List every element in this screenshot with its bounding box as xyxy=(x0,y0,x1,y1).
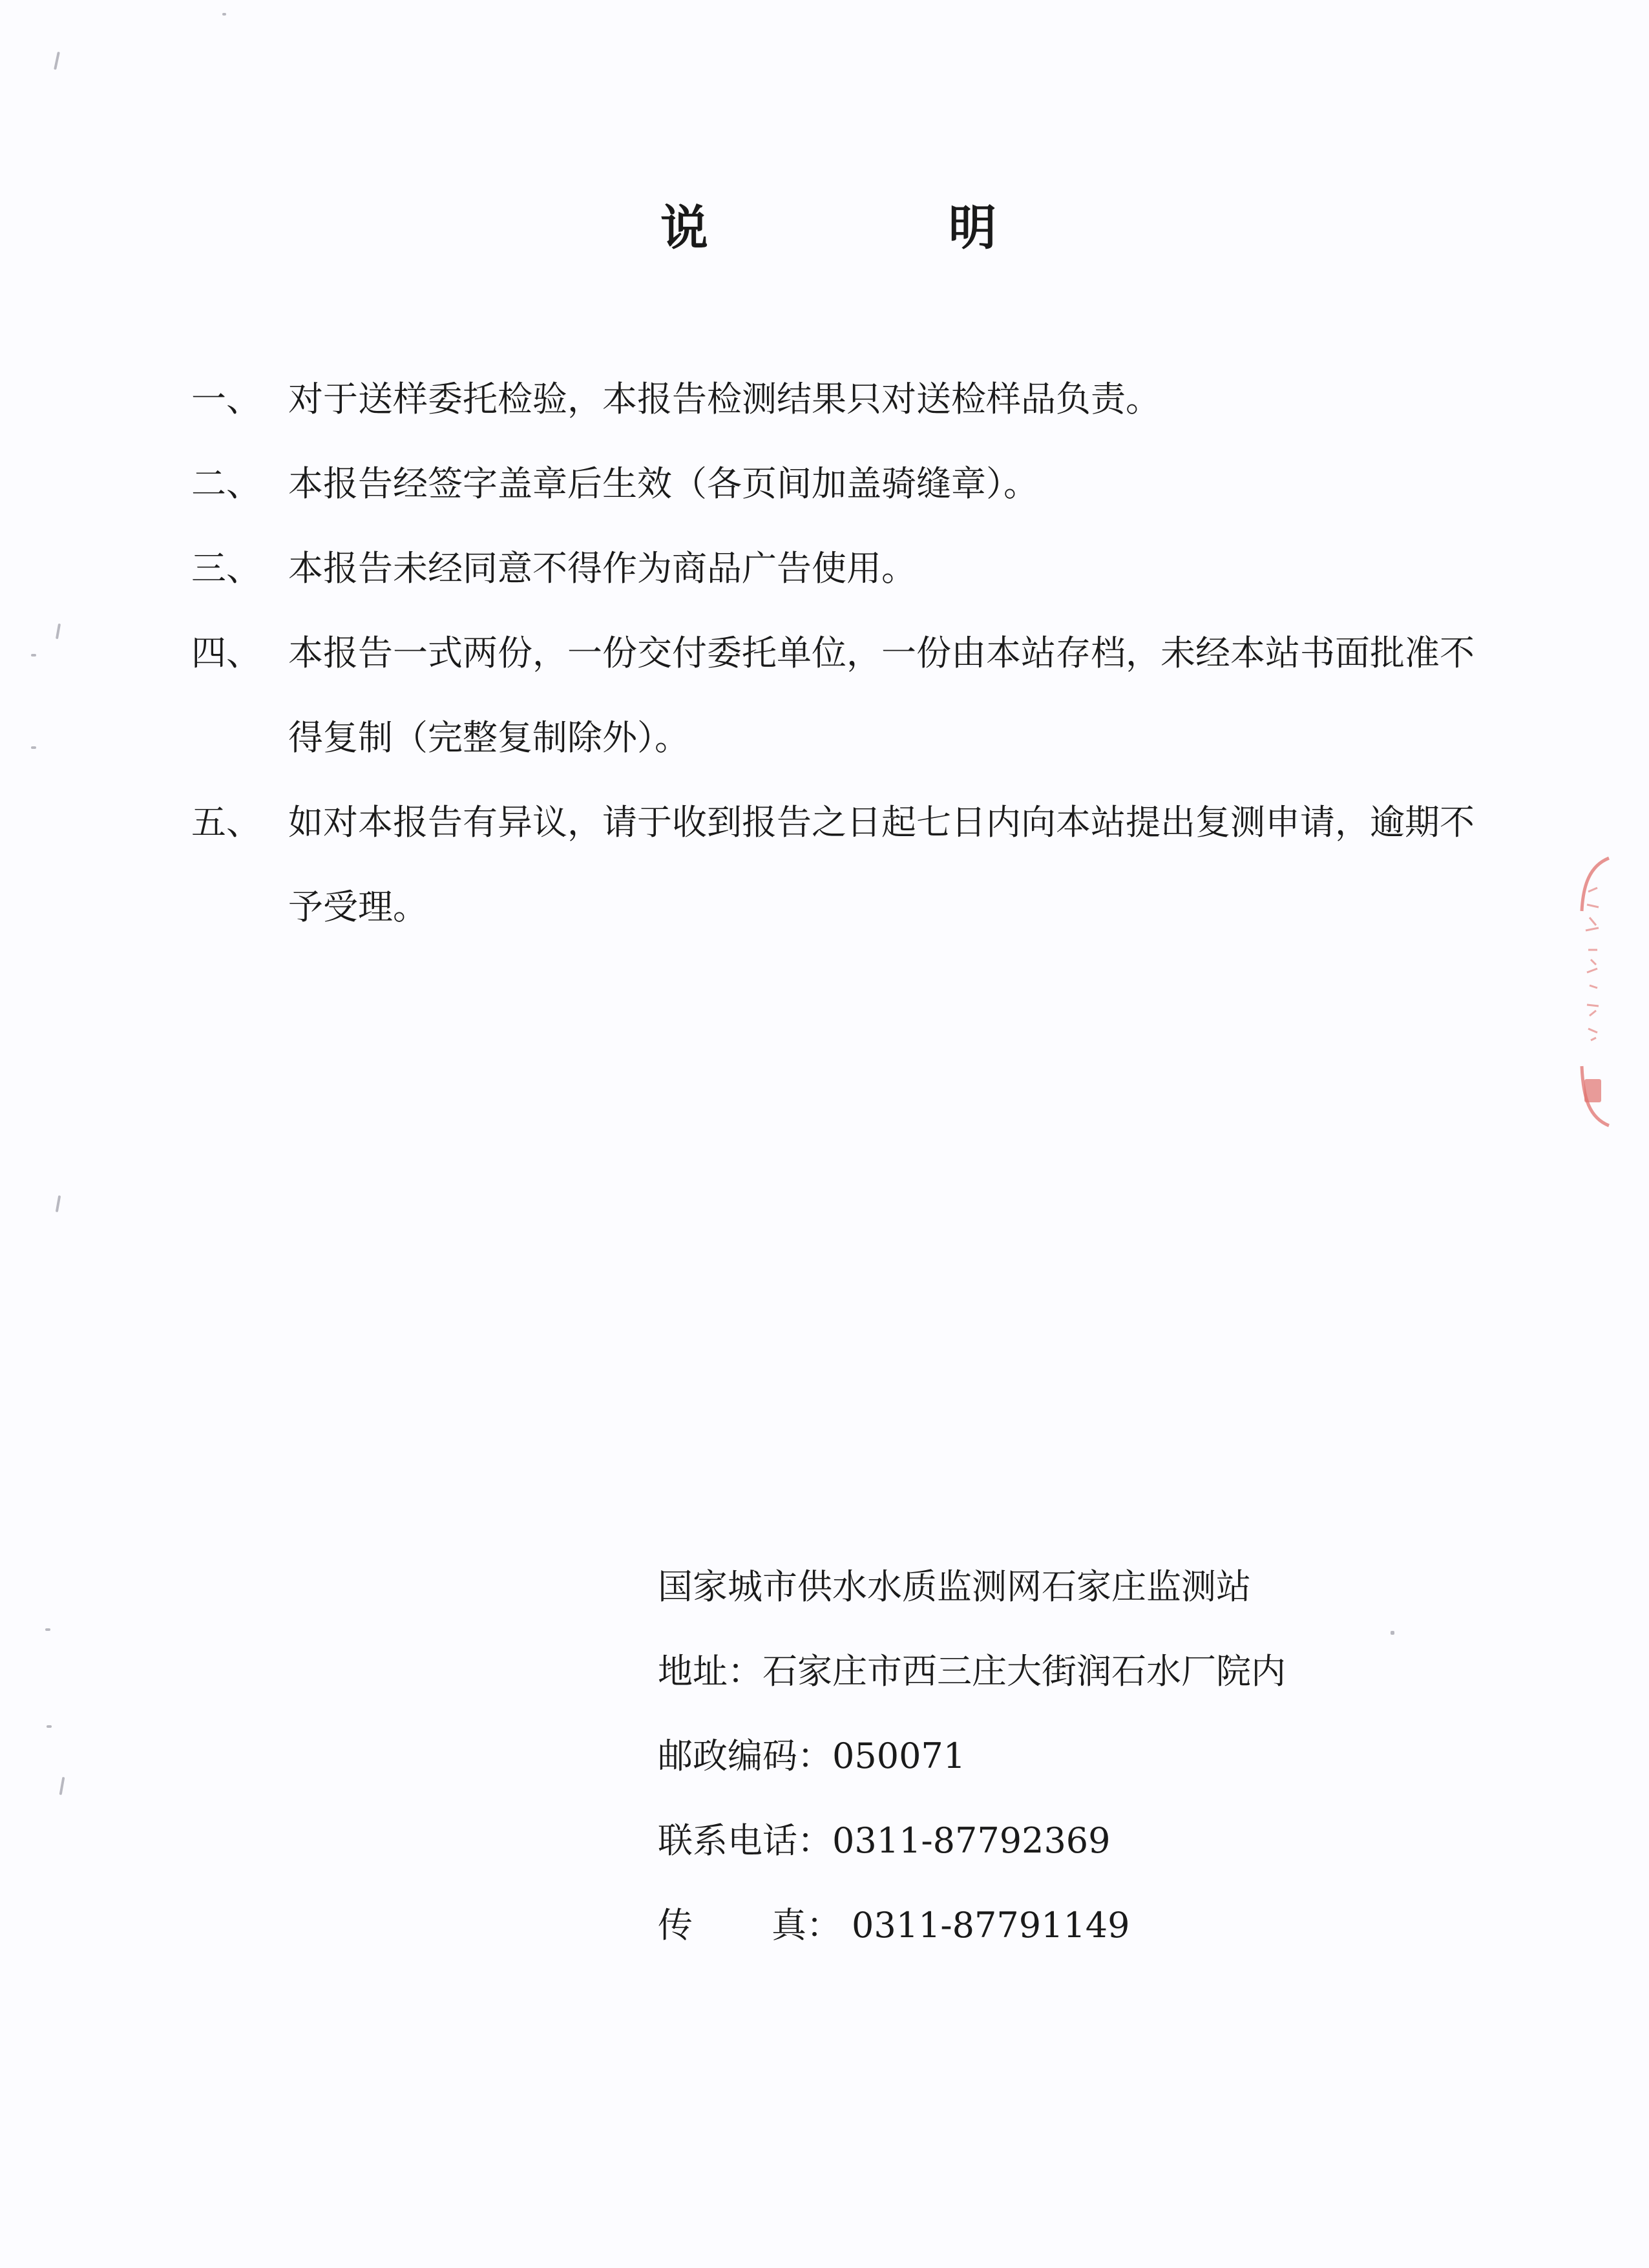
notice-list xyxy=(191,357,1484,949)
item-number: 三、 xyxy=(191,548,261,589)
scan-speck xyxy=(56,624,61,639)
phone-line: 联系电话：0311-87792369 xyxy=(658,1820,1111,1861)
item-number: 五、 xyxy=(191,802,261,843)
list-item xyxy=(191,780,1484,949)
item-text: 本报告未经同意不得作为商品广告使用。 xyxy=(288,548,916,589)
item-text: 对于送样委托检验，本报告检测结果只对送检样品负责。 xyxy=(288,379,1161,419)
item-number: 一、 xyxy=(191,379,261,419)
title-char-2: 明 xyxy=(949,200,996,256)
fax-label-char: 真： xyxy=(772,1905,841,1946)
list-item xyxy=(191,441,1484,526)
item-text: 如对本报告有异议，请于收到报告之日起七日内向本站提出复测申请，逾期不予受理。 xyxy=(288,802,1475,927)
fax-label-char: 传 xyxy=(658,1905,693,1946)
fax-number: 0311-87791149 xyxy=(852,1905,1130,1946)
seal-stamp-icon xyxy=(1564,846,1615,1137)
scan-speck xyxy=(59,1777,65,1795)
page-title xyxy=(660,189,996,260)
scan-speck xyxy=(54,52,60,70)
title-char-1: 说 xyxy=(660,200,708,256)
scan-speck xyxy=(56,1195,61,1212)
scan-speck xyxy=(31,746,36,749)
list-item xyxy=(191,526,1484,611)
item-number: 四、 xyxy=(191,633,261,673)
item-number: 二、 xyxy=(191,463,261,504)
organization-name: 国家城市供水水质监测网石家庄监测站 xyxy=(658,1566,1251,1607)
contact-block xyxy=(658,1544,1433,1968)
fax-line xyxy=(658,1883,1433,1968)
item-text: 本报告经签字盖章后生效（各页间加盖骑缝章）。 xyxy=(288,463,1038,504)
scan-speck xyxy=(45,1628,50,1631)
postcode-line: 邮政编码：050071 xyxy=(658,1736,966,1776)
scan-speck xyxy=(1391,1631,1394,1635)
scan-speck xyxy=(31,654,36,656)
address-line: 地址：石家庄市西三庄大街润石水厂院内 xyxy=(658,1651,1286,1692)
list-item xyxy=(191,357,1484,441)
item-text: 本报告一式两份，一份交付委托单位，一份由本站存档，未经本站书面批准不得复制（完整复制除外）。 xyxy=(288,633,1475,758)
fax-label xyxy=(658,1883,852,1968)
scan-speck xyxy=(222,13,226,16)
scan-speck xyxy=(47,1725,52,1728)
list-item xyxy=(191,611,1484,780)
